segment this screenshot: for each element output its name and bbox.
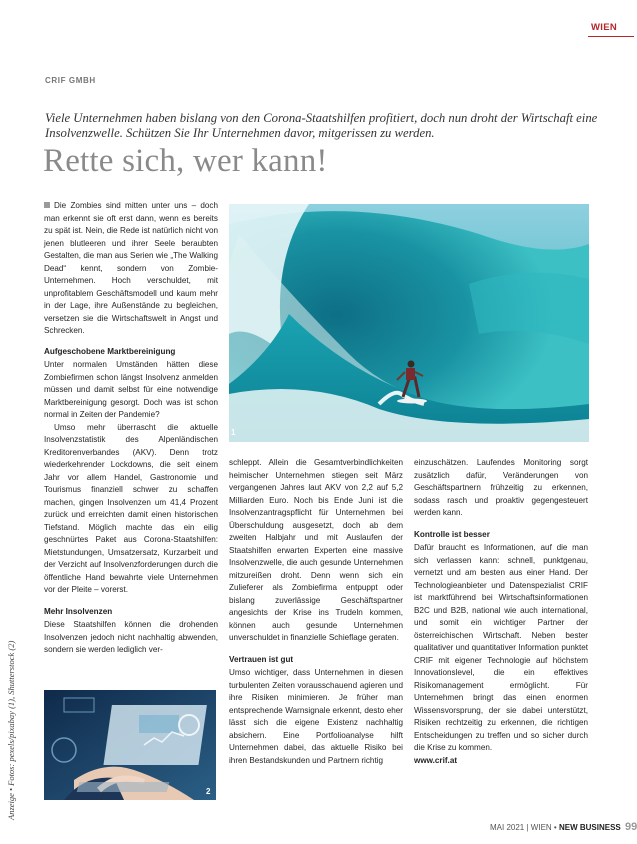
lead-paragraph: Viele Unternehmen haben bislang von den Corona-Staatshilfen profitiert, doch nun droht der Wirtschaft eine Insolvenzwelle. Schützen Sie Ihr Unternehmen davor, mitgerissen zu werden. [45, 111, 598, 140]
advertiser-label: CRIF GMBH [45, 76, 96, 85]
website-link[interactable]: www.crif.at [414, 755, 458, 765]
subheading-kontrolle: Kontrolle ist besser [414, 529, 490, 539]
photo-number-2: 2 [206, 787, 211, 796]
subheading-vertrauen: Vertrauen ist gut [229, 654, 294, 664]
article-column-3 [414, 457, 588, 767]
page-footer [490, 821, 637, 833]
paragraph: Umso mehr überrascht die aktuelle Insolvenzstatistik des Alpenländischen Kreditorenverbandes (AKV). Denn trotz wiederkehrender Lockdowns, die seit einem Jahr vor allem Handel, Gastronomie und Tourismus finanziell schwer zu schaffen machen, gingen Insolvenzen um 41,4 Prozent zurück und erreichten damit einen historischen Tiefstand. Möglich machte das ein eilig geschnürtes Paket aus Corona-Staatshilfen: Mietstundungen, Umsatzersatz, Kurzarbeit und der Verzicht auf Insolvenzforderungen durch die öffentliche Hand bewahrte viele Unternehmen vor der Pleite – vorerst. [44, 422, 218, 594]
paragraph: schleppt. Allein die Gesamtverbindlichkeiten heimischer Unternehmen stiegen seit März vergangenen Jahres laut AKV von 2,2 auf 5,2 Milliarden Euro. Noch bis Ende Juni ist die Insolvenzantragspflicht für Unternehmen bei Überschuldung ausgesetzt, doch ab dem zweiten Halbjahr und mit Auslaufen der Staatshilfen erwarten Experten eine massive Insolvenzwelle, die auch gesunde Unternehmen mitzureißen droht. Denn wenn sich ein Zulieferer als Zombiefirma entpuppt oder bislang zuverlässige Geschäftspartner angesichts der Krise ins Trudeln kommen, können auch gesunde Unternehmen unverschuldet in finanzielle Schieflage geraten. [229, 458, 403, 642]
section-rule [588, 36, 634, 37]
start-square-icon [44, 202, 50, 208]
photo-credit: Anzeige • Fotos: pexels/pixabay (1), Shutterstock (2) [6, 640, 16, 820]
footer-section: WIEN • [530, 823, 557, 832]
article-column-1 [44, 200, 218, 657]
article-column-2 [229, 457, 403, 767]
intro-text: Die Zombies sind mitten unter uns – doch man erkennt sie oft erst dann, wenn es bereits zu spät ist. Nein, die Rede ist natürlich nicht von jenen blutleeren und ihrer Seele beraubten Gestalten, die man aus Serien wie „The Walking Dead“ kennt, sondern von Zombie-Unternehmen. Hoch verschuldet, mit unprofitablem Geschäftsmodell und kaum mehr in der Lage, ihre Außenstände zu begleichen, versetzen sie die Wirtschaftswelt in Angst und Schrecken. [44, 201, 218, 335]
photo-number-1: 1 [231, 428, 236, 437]
issue-date: MAI 2021 [490, 823, 525, 832]
magazine-name: NEW BUSINESS [558, 823, 621, 832]
laptop-analytics-photo [44, 690, 216, 800]
surfer-wave-photo [229, 204, 589, 442]
paragraph: einzuschätzen. Laufendes Monitoring sorgt zusätzlich dafür, Veränderungen von Geschäftspartnern frühzeitig zu erkennen, sodass rasch und proaktiv gegengesteuert werden kann. [414, 458, 588, 517]
paragraph: Umso wichtiger, dass Unternehmen in diesen turbulenten Zeiten vorausschauend agieren und ihre Risiken minimieren. Je früher man entsprechende Warnsignale erkennt, desto eher lässt sich die eigene Existenz nachhaltig absichern. Eine Portfolioanalyse hilft Unternehmen dabei, das aktuelle Risiko bei ihren Bestandskunden und Partnern richtig [229, 668, 403, 765]
section-tag: WIEN [591, 22, 618, 33]
paragraph: Diese Staatshilfen können die drohenden Insolvenzen jedoch nicht nachhaltig abwenden, sondern sie werden lediglich ver- [44, 620, 218, 654]
footer-separator: | [526, 823, 529, 832]
subheading-insolvenzen: Mehr Insolvenzen [44, 606, 113, 616]
page-number: 99 [624, 821, 637, 833]
intro-paragraph [44, 200, 218, 338]
subheading-marktbereinigung: Aufgeschobene Marktbereinigung [44, 346, 176, 356]
headline: Rette sich, wer kann! [43, 143, 328, 179]
paragraph: Unter normalen Umständen hätten diese Zombiefirmen schon längst Insolvenz anmelden müssen und damit selbst für eine notwendige Marktbereinigung gesorgt. Doch was ist schon normal in Zeiten der Pandemie? [44, 360, 218, 419]
paragraph: Dafür braucht es Informationen, auf die man sich verlassen kann: schnell, punktgenau, vernetzt und am besten aus einer Hand. Der Technologieanbieter und Datenspezialist CRIF ist marktführend bei Wirtschaftsinformationen B2C und B2B, national wie auch international, und somit ein wichtiger Partner der österreichischen Wirtschaft. Neben bester qualitativer und quantitativer Information punktet CRIF mit eigener Technologie auf höchstem Innovationslevel, die ein effektives Risikomanagement ermöglicht. Für Unternehmen bringt das einen enormen Wissensvorsprung, der sie dabei unterstützt, Risiken rechtzeitig zu erkennen, die richtigen Entscheidungen zu treffen und so sicher durch die Krise zu kommen. [414, 543, 588, 752]
